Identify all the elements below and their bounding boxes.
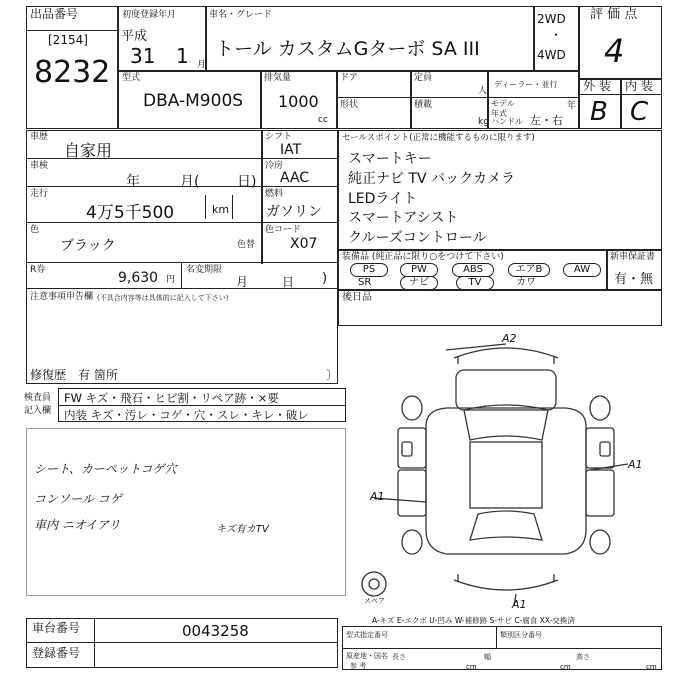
handle-value: 左・右 [530, 114, 563, 127]
reg-label: 初度登録年月 [122, 10, 177, 20]
drive-dot: ・ [550, 28, 563, 42]
recycle-label: R券 [30, 265, 46, 275]
drive-4wd: 4WD [537, 48, 566, 62]
equip-airbag: エアB [508, 263, 550, 277]
equip-sr: SR [358, 277, 372, 288]
sales-item: LEDライト [348, 191, 418, 207]
category-label: 車歴 [30, 132, 49, 142]
exterior-grade: B [590, 97, 608, 127]
drive-2wd: 2WD [537, 12, 566, 26]
class-no-label: 類別区分番号 [500, 631, 542, 639]
recycle-value: 9,630 [118, 270, 159, 286]
equip-leather: カワ [516, 277, 536, 288]
color-label: 色 [30, 225, 40, 235]
capacity-label: 定員 [414, 73, 433, 83]
shift-value: IAT [280, 142, 302, 158]
reg-year: 31 [130, 44, 156, 68]
ref-height-unit: cm [646, 663, 657, 671]
registration-label: 登録番号 [32, 646, 81, 660]
inspection-year: 年 [126, 174, 140, 190]
spare-label: 後日品 [342, 292, 372, 303]
model-label: 型式 [122, 73, 141, 83]
name-change-month: 月 [236, 275, 249, 289]
equipment-label: 装備品 (純正品に限り○をつけて下さい) [342, 252, 504, 262]
lot-sub: [2154] [48, 33, 88, 47]
mileage-value: 4万5千500 [86, 203, 175, 223]
diagram-mark-left: A1 [370, 490, 385, 503]
inspection-month: 月( [180, 174, 200, 190]
diagram-mark-top: A2 [502, 332, 517, 345]
inspector-label-1: 検査員 [24, 393, 52, 403]
sales-item: クルーズコントロール [348, 230, 487, 246]
color-no-label: 色替 [237, 240, 256, 250]
handwritten-line-1: シート、カーペットコゲ穴 [34, 462, 177, 476]
equip-ps: PS [350, 263, 388, 277]
name-label: 車名・グレード [209, 10, 273, 20]
handwritten-mid: キズ有カTV [216, 524, 269, 535]
capacity-unit: 人 [478, 86, 488, 96]
shape-label: 形状 [340, 100, 359, 110]
inspector-row-1: FW キズ・飛石・ヒビ割・リペア跡・×要 [64, 391, 279, 405]
repair-label: 修復歴 [30, 368, 67, 382]
inspector-label-2: 記入欄 [24, 406, 52, 416]
equip-pw: PW [400, 263, 438, 277]
inspector-row-2: 内装 キズ・汚レ・コゲ・穴・スレ・キレ・破レ [64, 408, 309, 422]
warranty-label: 新車保証書 [610, 252, 656, 262]
notes-sub: (不具合内容等は具体的に記入して下さい) [97, 294, 229, 302]
reg-month-unit: 月 [197, 60, 207, 70]
diagram-mark-right: A1 [628, 458, 643, 471]
ac-value: AAC [280, 170, 310, 186]
displacement-value: 1000 [278, 92, 319, 111]
interior-label: 内 装 [625, 79, 653, 93]
sales-label: セールスポイント(正常に機能するものに限ります) [342, 133, 535, 143]
ac-label: 冷房 [265, 161, 284, 171]
notes-box [26, 428, 346, 596]
ref-length-unit: cm [466, 663, 477, 671]
ref-width-unit: cm [560, 663, 571, 671]
cargo-label: 積載 [414, 100, 433, 110]
score-label: 評 価 点 [590, 7, 638, 22]
exterior-label: 外 装 [583, 79, 611, 93]
sales-item: スマートアシスト [348, 210, 459, 226]
score-value: 4 [604, 32, 625, 70]
interior-grade: C [630, 97, 649, 127]
repair-value: 有 箇所 [78, 368, 118, 382]
details-box [26, 130, 338, 384]
handwritten-line-3: 車内 ニオイアリ [34, 518, 121, 532]
sales-item: 純正ナビ TV バックカメラ [348, 171, 516, 187]
type-no-label: 型式指定番号 [346, 631, 388, 639]
reg-era: 平成 [121, 29, 148, 44]
spare-tire-label: スペア [364, 597, 385, 605]
category-value: 自家用 [64, 141, 113, 160]
warranty-value: 有・無 [614, 272, 654, 287]
mileage-label: 走行 [30, 189, 49, 199]
equip-navi: ナビ [400, 276, 438, 290]
equip-tv: TV [456, 276, 494, 290]
dealer-label: ディーラー・並行 [494, 80, 558, 89]
chassis-label: 車台番号 [32, 621, 81, 635]
chassis-value: 0043258 [182, 622, 249, 640]
reg-month: 1 [176, 44, 189, 68]
color-code-value: X07 [290, 236, 318, 252]
sales-item: スマートキー [348, 151, 432, 167]
spare-box [338, 290, 662, 326]
model-value: DBA-M900S [143, 91, 244, 111]
ref-code-label: 原産地・国名 [346, 652, 388, 660]
car-diagram [346, 330, 662, 616]
color-value: ブラック [60, 238, 116, 254]
handwritten-line-2: コンソール コゲ [34, 492, 122, 506]
repair-close: 〕 [326, 368, 339, 382]
displacement-label: 排気量 [264, 73, 292, 83]
lot-number: 8232 [34, 55, 111, 90]
shift-label: シフト [265, 132, 293, 142]
name-change-day: 日 [282, 275, 295, 289]
model-year-label: モデル年式 [491, 99, 515, 118]
fuel-label: 燃料 [265, 189, 284, 199]
diagram-mark-bottom: A1 [512, 598, 527, 611]
cargo-unit: kg [478, 117, 489, 127]
displacement-unit: cc [318, 115, 328, 125]
model-year-unit: 年 [567, 101, 577, 111]
equip-aw: AW [563, 263, 601, 277]
color-code-label: 色コード [265, 225, 302, 235]
lot-label: 出品番号 [30, 7, 79, 21]
equip-abs: ABS [452, 263, 494, 277]
door-label: ドア [340, 73, 358, 83]
notes-label: 注意事項申告欄 [30, 292, 94, 302]
recycle-unit: 円 [166, 275, 176, 285]
mileage-unit: km [212, 203, 230, 216]
ref-length-label: 長さ [392, 653, 406, 661]
fuel-value: ガソリン [266, 204, 322, 220]
name-change-label: 名変期限 [186, 265, 223, 275]
ref-width-label: 幅 [484, 653, 491, 661]
ref-label: 参 考 [350, 662, 367, 670]
diagram-legend: A-キズ E-エクボ U-凹み W-補修跡 S-サビ C-腐食 XX-交換済 [372, 616, 575, 625]
inspection-day: 日) [237, 174, 257, 190]
ref-height-label: 高さ [576, 653, 590, 661]
handle-label: ハンドル [491, 117, 523, 126]
inspection-label: 車検 [30, 161, 49, 171]
car-name: トール カスタムGターボ SA III [215, 38, 480, 60]
